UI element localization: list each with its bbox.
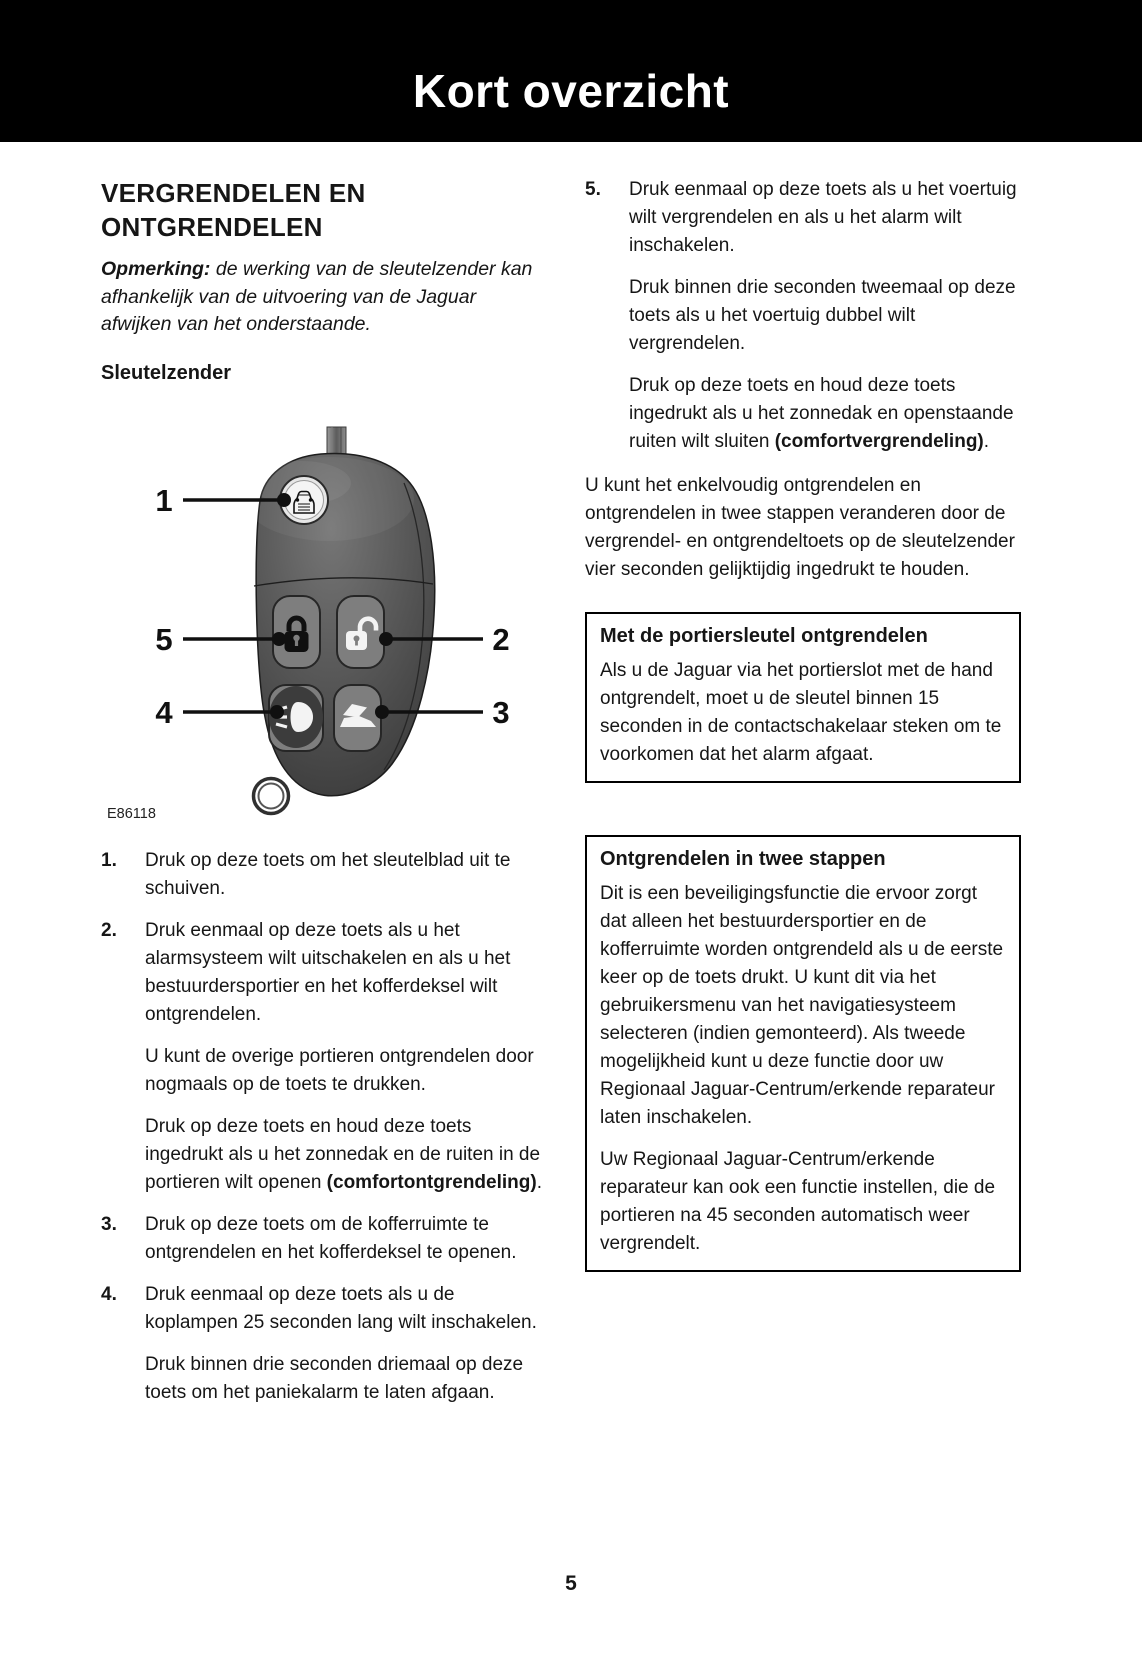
callout-1: 1 [155, 482, 173, 518]
box-title: Ontgrendelen in twee stappen [600, 848, 886, 870]
page-title: Kort overzicht [412, 65, 730, 117]
item-text: Druk op deze toets en houd deze toets ingedrukt als u het zonnedak en openstaande ruiten wilt sluiten (comfortvergrendeling). [629, 375, 1014, 452]
info-box-twee-stappen [585, 835, 1021, 1272]
trunk-button [334, 685, 381, 751]
keyring-icon [254, 778, 289, 813]
sub-heading: Sleutelzender [101, 361, 232, 384]
key-fob-figure [101, 387, 561, 827]
list-item-4 [101, 1281, 551, 1407]
body-paragraph: U kunt het enkelvoudig ontgrendelen en ontgrendelen in twee stappen veranderen door de vergrendel- en ontgrendeltoets op de sleutelzender vier seconden gelijktijdig ingedrukt te houden. [585, 475, 1015, 580]
left-column [101, 176, 551, 1407]
item-number: 4. [101, 1283, 117, 1305]
callout-2: 2 [492, 621, 510, 657]
item-text: Druk binnen drie seconden tweemaal op deze toets als u het voertuig dubbel wilt vergrendelen. [629, 277, 1016, 354]
item-text: Druk eenmaal op deze toets als u het voertuig wilt vergrendelen en als u het alarm wilt inschakelen. [629, 179, 1017, 256]
section-heading: VERGRENDELEN EN ONTGRENDELEN [101, 178, 366, 242]
box-title: Met de portiersleutel ontgrendelen [600, 625, 928, 647]
note-label: Opmerking: [101, 258, 211, 280]
unlock-button [337, 596, 384, 668]
note-text: de werking van de sleutelzender kan afhankelijk van de uitvoering van de Jaguar afwijken van het onderstaande. [101, 258, 533, 335]
callout-5: 5 [155, 621, 173, 657]
lock-button [273, 596, 320, 668]
box-body: Dit is een beveiligingsfunctie die ervoor zorgt dat alleen het bestuurdersportier en de kofferruimte worden ontgrendeld als u de eerste keer op de toets drukt. U kunt dit via het gebruikersmenu van het navigatiesysteem selecteren (indien gemonteerd). Als tweede mogelijkheid kunt u deze functie door uw Regionaal Jaguar-Centrum/erkende reparateur laten inschakelen. [600, 883, 1004, 1128]
instruction-list [101, 847, 551, 1407]
item-text: Druk op deze toets om het sleutelblad uit te schuiven. [145, 849, 511, 899]
item-number: 2. [101, 919, 117, 941]
item-text: Druk binnen drie seconden driemaal op deze toets om het paniekalarm te laten afgaan. [145, 1353, 524, 1403]
item-number: 5. [585, 179, 601, 200]
callout-3: 3 [492, 694, 510, 730]
box-body: Als u de Jaguar via het portierslot met de hand ontgrendelt, moet u de sleutel binnen 15 seconden in de contactschakelaar steken om te voorkomen dat het alarm afgaat. [600, 660, 1002, 765]
note-paragraph [101, 256, 551, 339]
list-item-2 [101, 917, 551, 1197]
info-box-portiersleutel [585, 612, 1021, 783]
item-text: Druk eenmaal op deze toets als u het alarmsysteem wilt uitschakelen en als u het bestuurdersportier en het kofferdeksel wilt ontgrendelen. [145, 919, 511, 1025]
figure-code: E86118 [107, 805, 156, 822]
item-text: Druk op deze toets en houd deze toets ingedrukt als u het zonnedak en de ruiten in de portieren wilt openen (comfortontgrendeling). [145, 1115, 542, 1193]
right-column [585, 176, 1021, 1272]
callout-4: 4 [155, 694, 173, 730]
list-item-1 [101, 847, 551, 903]
header-bar [0, 0, 1142, 142]
list-item-5 [585, 176, 1021, 456]
page-number: 5 [565, 1572, 577, 1595]
item-number: 3. [101, 1213, 117, 1235]
list-item-3 [101, 1211, 551, 1267]
item-text: U kunt de overige portieren ontgrendelen door nogmaals op de toets te drukken. [145, 1045, 534, 1095]
item-text: Druk op deze toets om de kofferruimte te ontgrendelen en het kofferdeksel te openen. [145, 1213, 517, 1263]
item-text: Druk eenmaal op deze toets als u de koplampen 25 seconden lang wilt inschakelen. [145, 1283, 537, 1333]
item-number: 1. [101, 849, 117, 871]
box-body: Uw Regionaal Jaguar-Centrum/erkende reparateur kan ook een functie instellen, die de portieren na 45 seconden automatisch weer vergrendelt. [600, 1149, 996, 1254]
